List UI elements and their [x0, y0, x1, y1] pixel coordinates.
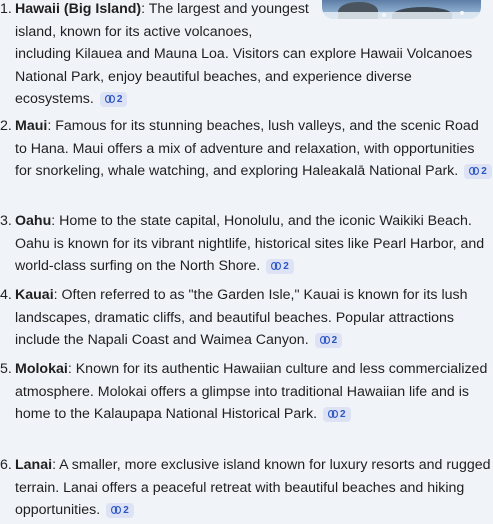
- citation-chip[interactable]: [266, 259, 294, 274]
- citation-chip[interactable]: [464, 164, 492, 179]
- item-number: 6.: [0, 457, 12, 473]
- citation-count: 2: [116, 94, 123, 106]
- list-item-molokai: [0, 358, 493, 426]
- island-name: Kauai: [15, 287, 54, 303]
- item-number: 2.: [0, 118, 12, 134]
- list-item-oahu: [0, 210, 493, 278]
- island-name: Lanai: [15, 457, 53, 473]
- citation-count: 2: [331, 335, 338, 347]
- island-name: Maui: [15, 118, 48, 134]
- citation-chip[interactable]: [100, 92, 128, 107]
- citation-chip[interactable]: [315, 333, 343, 348]
- island-description: : A smaller, more exclusive island known for luxury resorts and rugged terrain. Lanai offers a peaceful retreat with beautiful beaches and hiking opportunities.: [15, 457, 491, 519]
- item-number: 3.: [0, 213, 12, 229]
- list-item-kauai: [0, 284, 493, 352]
- list-item-lanai: [0, 454, 493, 522]
- island-name: Molokai: [15, 361, 68, 377]
- link-icon: [105, 95, 115, 103]
- list-item-hawaii: [0, 0, 493, 111]
- link-icon: [111, 506, 121, 514]
- link-icon: [328, 410, 338, 418]
- island-description: including Kilauea and Mauna Loa. Visitors can explore Hawaii Volcanoes National Park, enjoy beautiful beaches, and experience diverse ecosystems.: [15, 46, 473, 108]
- citation-count: 2: [481, 166, 487, 178]
- citation-count: 2: [340, 409, 346, 421]
- link-icon: [271, 262, 281, 270]
- island-description: : Famous for its stunning beaches, lush valleys, and the scenic Road to Hana. Maui offers a mix of adventure and relaxation, with opportunities for snorkeling, whale watching, and exploring Haleakalā National Park.: [15, 118, 479, 180]
- island-description: : Home to the state capital, Honolulu, and the iconic Waikiki Beach. Oahu is known for its vibrant nightlife, historical sites like Pearl Harbor, and world-class surfing on the North Shore.: [15, 213, 485, 275]
- citation-count: 2: [123, 505, 129, 517]
- link-icon: [469, 167, 479, 175]
- citation-chip[interactable]: [323, 407, 351, 422]
- citation-chip[interactable]: [106, 503, 134, 518]
- island-description: : Known for its authentic Hawaiian culture and less commercialized atmosphere. Molokai offers a glimpse into traditional Hawaiian life and is home to the Kalaupapa National Historical Park.: [15, 361, 488, 423]
- item-number: 5.: [0, 361, 12, 377]
- list-item-maui: [0, 115, 493, 183]
- island-description: : Often referred to as "the Garden Isle," Kauai is known for its lush landscapes, dramatic cliffs, and beautiful beaches. Popular attractions include the Napali Coast and Waimea Canyon.: [15, 287, 468, 349]
- island-name: Hawaii (Big Island): [15, 1, 142, 17]
- link-icon: [320, 336, 330, 344]
- item-number: 4.: [0, 287, 12, 303]
- island-description-line: island, known for its active volcanoes,: [15, 23, 253, 40]
- island-description-line: : The largest and youngest: [141, 1, 309, 17]
- citation-count: 2: [283, 261, 289, 273]
- item-number: 1.: [0, 1, 12, 17]
- island-name: Oahu: [15, 213, 52, 229]
